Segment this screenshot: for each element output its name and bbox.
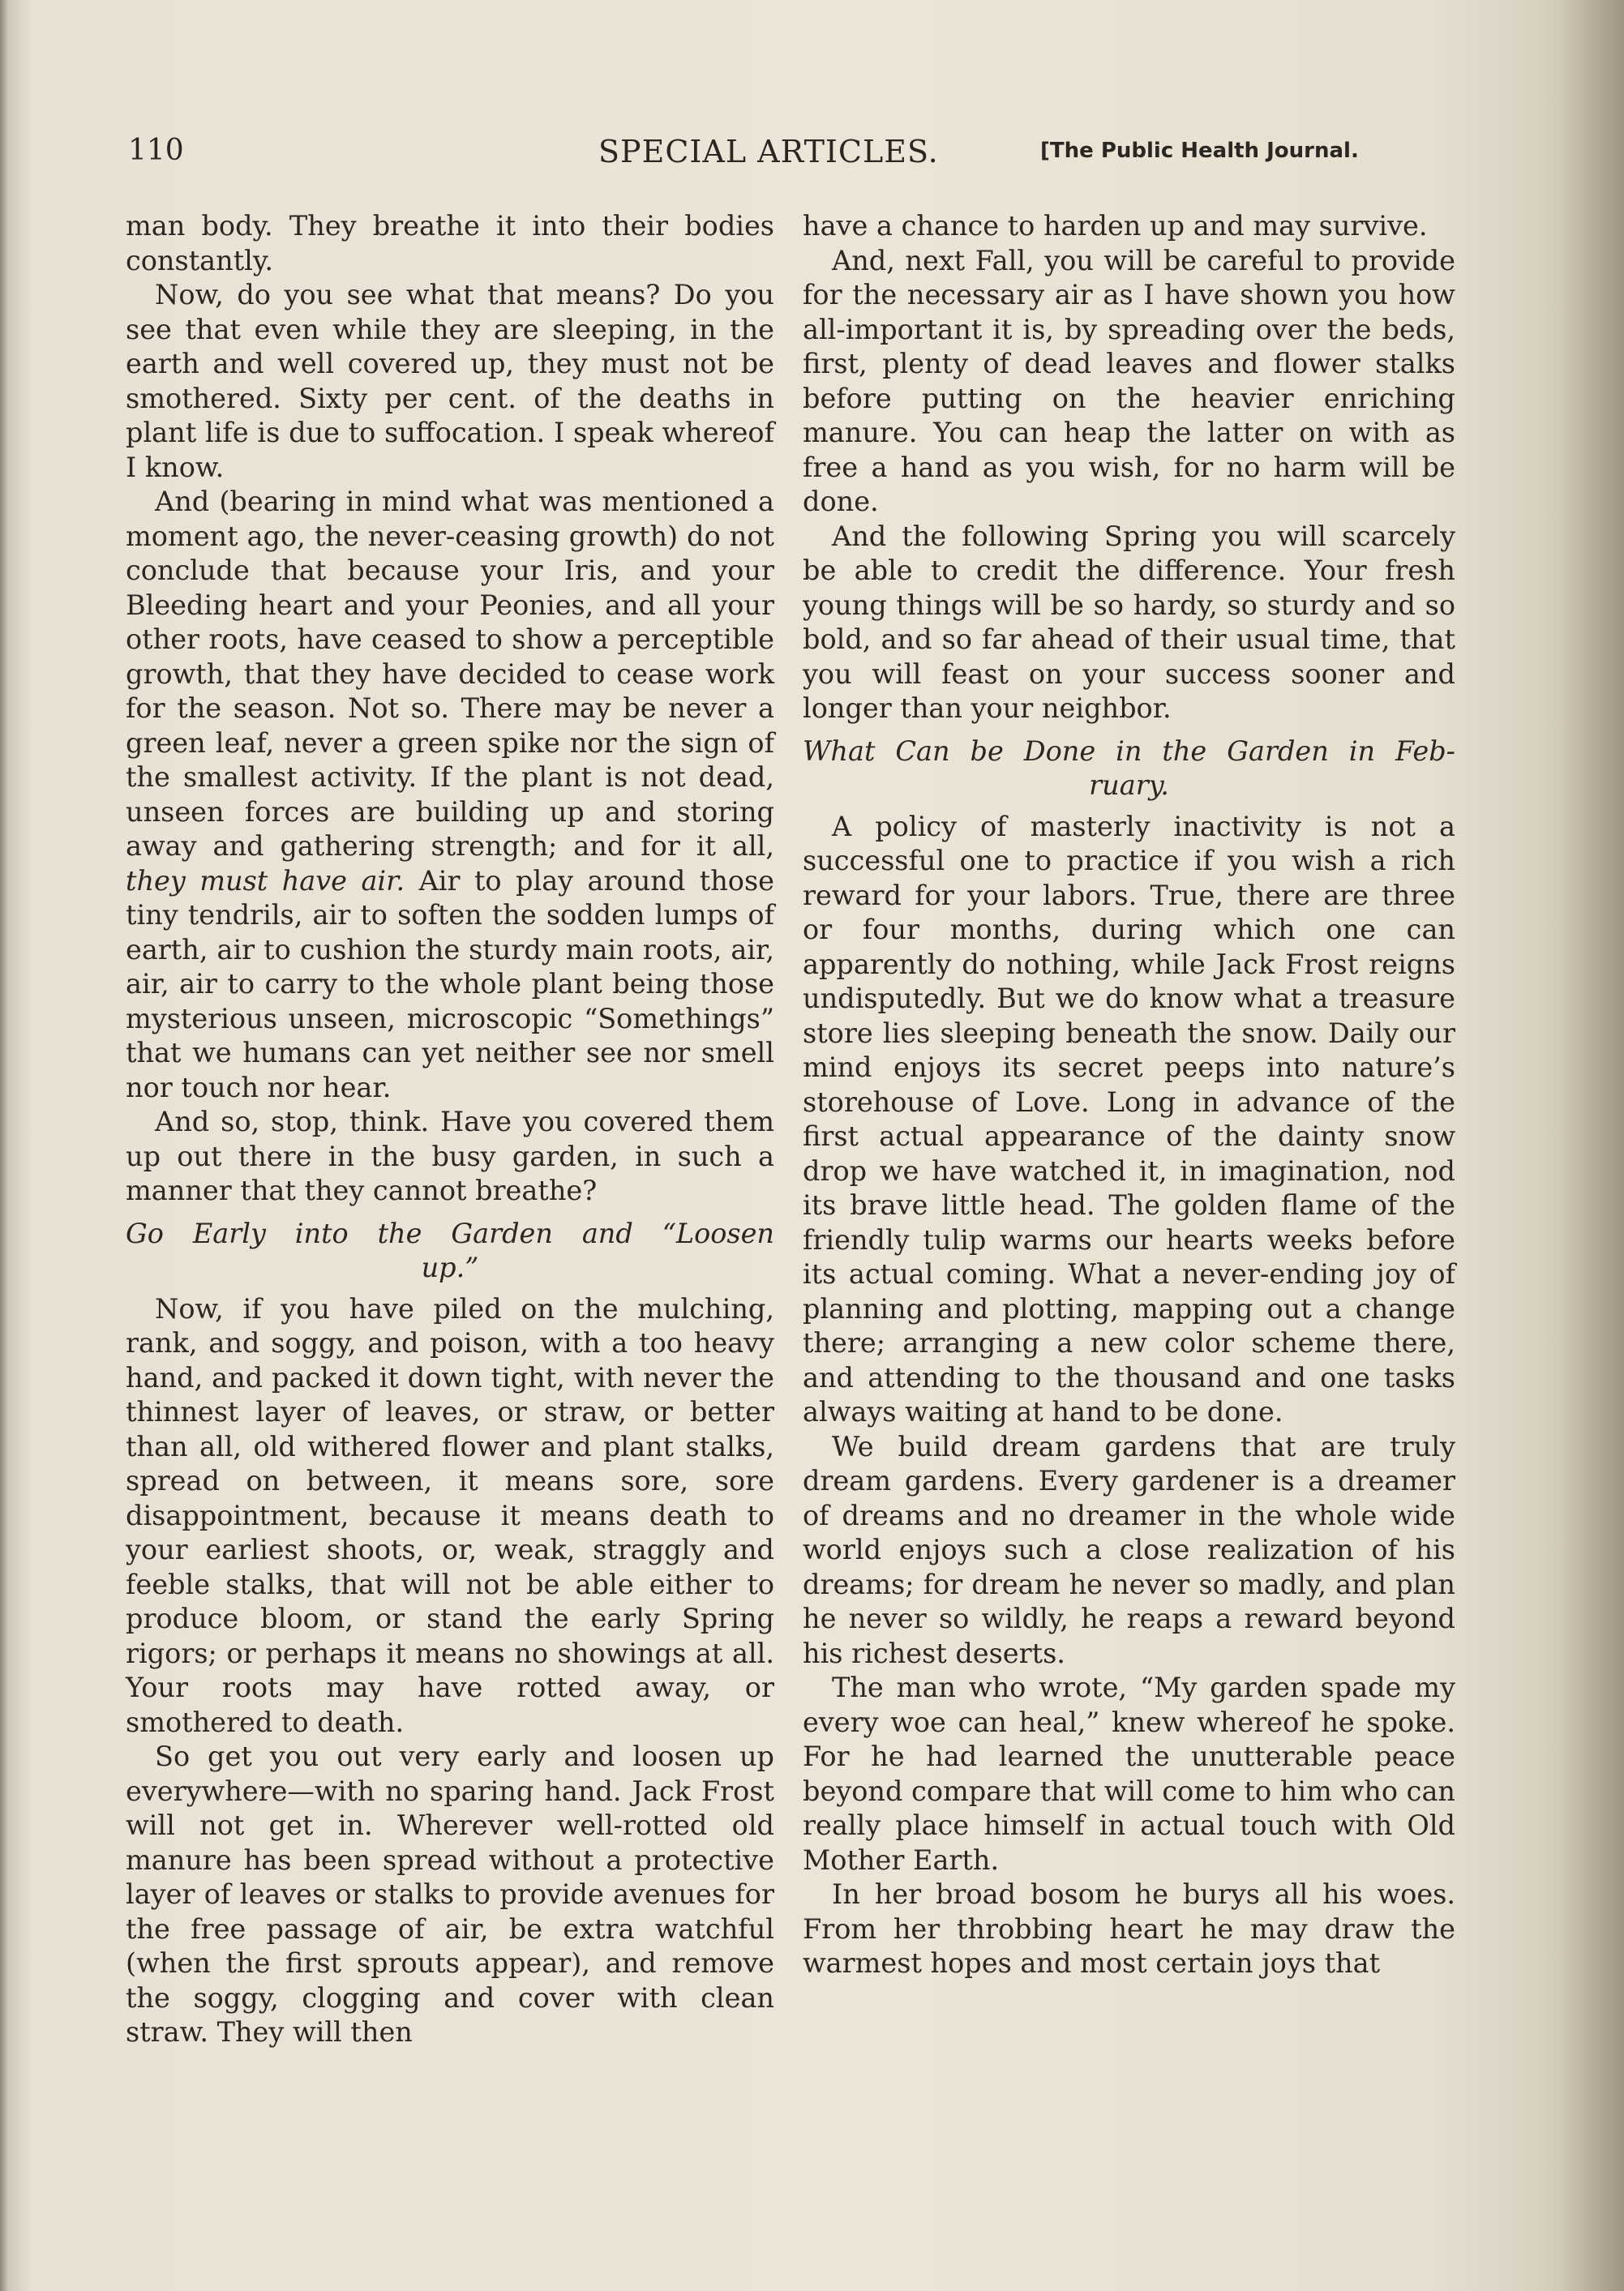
paragraph xyxy=(126,485,774,1105)
paragraph: Now, do you see what that means? Do you see that even while they are sleeping, in the earth and well covered up, they must not be smothered. Sixty per cent. of the deaths in plant life is due to suffocation. I speak whereof I know. xyxy=(126,279,774,483)
section-heading-line: up.” xyxy=(421,1252,479,1283)
paragraph: Now, if you have piled on the mulching, rank, and soggy, and poison, with a too heavy hand, and packed it down tight, with never the thinnest layer of leaves, or straw, or better than all, old withered flower and plant stalks, spread on between, it means sore, sore disappointment, because it means death to your earliest shoots, or, weak, straggly and feeble stalks, that will not be able either to produce bloom, or stand the early Spring rigors; or perhaps it means no showings at all. Your roots may have rotted away, or smothered to death. xyxy=(126,1292,774,1738)
section-heading-line: ruary. xyxy=(1089,769,1169,801)
section-heading xyxy=(126,1217,774,1286)
paragraph: The man who wrote, “My garden spade my every woe can heal,” knew whereof he spoke. For he had learned the unutterable peace beyond compare that will come to him who can really place himself in actual touch with Old Mother Earth. xyxy=(803,1672,1455,1876)
page-edge-shadow xyxy=(1559,0,1624,2291)
paragraph: And the following Spring you will scarcely be able to credit the difference. Your fresh young things will be so hardy, so sturdy and so bold, and so far ahead of their usual time, that you will feast on your success sooner and longer than your neighbor. xyxy=(803,520,1455,724)
page-number: 110 xyxy=(128,134,184,167)
paragraph-text: And (bearing in mind what was mentioned a moment ago, the never-ceasing growth) do not conclude that because your Iris, and your Bleeding heart and your Peonies, and all your other roots, have ceased to show a perceptible growth, that they have decided to cease work for the season. Not so. There may be never a green leaf, never a green spike nor the sign of the smallest activity. If the plant is not dead, unseen forces are building up and storing away and gathering strength; and for it all, xyxy=(126,486,774,862)
paragraph: So get you out very early and loosen up everywhere—with no sparing hand. Jack Frost will not get in. Wherever well-rotted old manure has been spread without a protective layer of leaves or stalks to provide avenues for the free passage of air, be extra watchful (when the first sprouts appear), and remove the soggy, clogging and cover with clean straw. They will then xyxy=(126,1741,774,2048)
paragraph: And so, stop, think. Have you covered them up out there in the busy garden, in such a manner that they cannot breathe? xyxy=(126,1106,774,1206)
section-heading-line: What Can be Done in the Garden in Feb- xyxy=(803,734,1455,767)
emphasis-text: they must have air. xyxy=(126,864,405,897)
paragraph: have a chance to harden up and may survive. xyxy=(803,210,1428,242)
journal-name: [The Public Health Journal. xyxy=(1040,139,1359,163)
running-title: SPECIAL ARTICLES. xyxy=(598,134,939,169)
paragraph: A policy of masterly inactivity is not a successful one to practice if you wish a rich reward for your labors. True, there are three or four months, during which one can apparently do nothing, while Jack Frost reigns undisputedly. But we do know what a treasure store lies sleeping beneath the snow. Daily our mind enjoys its secret peeps into nature’s storehouse of Love. Long in advance of the first actual appearance of the dainty snow drop we have watched it, in imagination, nod its brave little head. The golden flame of the friendly tulip warms our hearts weeks before its actual coming. What a never-ending joy of planning and plotting, mapping out a change there; arranging a new color scheme there, and attending to the thousand and one tasks always waiting at hand to be done. xyxy=(803,810,1455,1428)
right-column xyxy=(803,209,1455,1981)
paragraph-text: Air to play around those tiny tendrils, air to soften the sodden lumps of earth, air to cushion the sturdy main roots, air, air, air to carry to the whole plant being those mysterious unseen, microscopic “Somethings” that we humans can yet neither see nor smell nor touch nor hear. xyxy=(126,864,774,1103)
paragraph: And, next Fall, you will be careful to provide for the necessary air as I have shown you how all-important it is, by spreading over the beds, first, plenty of dead leaves and flower stalks before putting on the heavier enriching manure. You can heap the latter on with as free a hand as you wish, for no harm will be done. xyxy=(803,244,1455,517)
left-column xyxy=(126,209,774,2050)
paragraph: We build dream gardens that are truly dream gardens. Every gardener is a dreamer of dreams and no dreamer in the whole wide world enjoys such a close realization of his dreams; for dream he never so madly, and plan he never so wildly, he reaps a reward beyond his richest deserts. xyxy=(803,1430,1455,1669)
paragraph: In her broad bosom he burys all his woes. From her throbbing heart he may draw the warmest hopes and most certain joys that xyxy=(803,1878,1455,1979)
paragraph: man body. They breathe it into their bodies constantly. xyxy=(126,210,774,276)
section-heading-line: Go Early into the Garden and “Loosen xyxy=(126,1217,774,1249)
page-header xyxy=(128,134,1466,182)
section-heading xyxy=(803,734,1455,803)
